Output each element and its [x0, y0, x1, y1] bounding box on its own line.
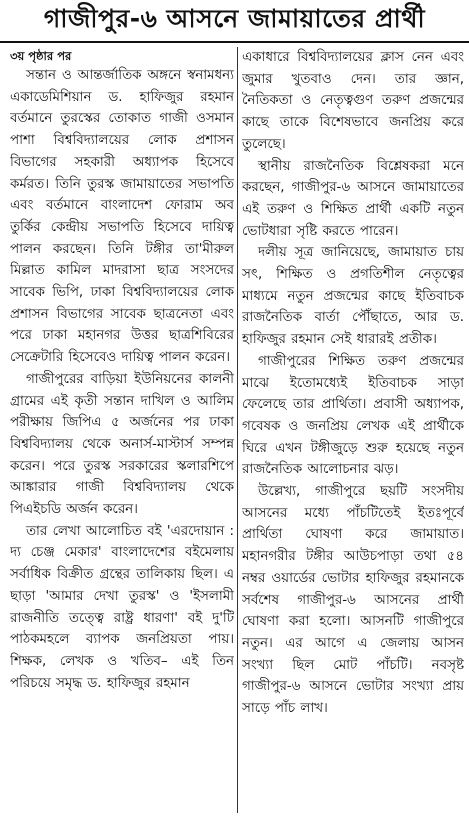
- paragraph: স্থানীয় রাজনৈতিক বিশ্লেষকরা মনে করছেন, গাজীপুর-৬ আসনে জামায়াতের এই তরুণ ও শিক্ষিত প্রার্থী একটি নতুন ভোটধারা সৃষ্টি করতে পারেন।: [242, 158, 464, 239]
- column-divider: [237, 47, 238, 813]
- article-column-left: [10, 47, 234, 815]
- article-column-right: [242, 47, 464, 815]
- paragraph: সন্তান ও আন্তর্জাতিক অঙ্গনে স্বনামধন্য একাডেমিশিয়ান ড. হাফিজুর রহমান বর্তমানে তুরস্কের তোকাত গাজী ওসমান পাশা বিশ্ববিদ্যালয়ের লোক প্রশাসন বিভাগের সহকারী অধ্যাপক হিসেবে কর্মরত। তিনি তুরস্ক জামায়াতের সভাপতি এবং বর্তমানে বাংলাদেশ ফোরাম অব তুর্কির কেন্দ্রীয় সভাপতি হিসেবে দায়িত্ব পালন করছেন। তিনি টঙ্গীর তা'মীরুল মিল্লাত কামিল মাদরাসা ছাত্র সংসদের সাবেক ভিপি, ঢাকা বিশ্ববিদ্যালয়ের লোক প্রশাসন বিভাগের সাবেক ছাত্রনেতা এবং পরে ঢাকা মহানগর উত্তর ছাত্রশিবিরের সেক্রেটারি হিসেবেও দায়িত্ব পালন করেন।: [10, 68, 234, 366]
- headline-rule: [0, 41, 469, 43]
- headline: গাজীপুর-৬ আসনে জামায়াতের প্রার্থী: [43, 4, 426, 33]
- continued-from-label: ৩য় পৃষ্ঠার পর: [10, 49, 72, 63]
- paragraph: দলীয় সূত্র জানিয়েছে, জামায়াত চায় সৎ, শিক্ষিত ও প্রগতিশীল নেতৃত্বের মাধ্যমে নতুন প্রজন্মের কাছে ইতিবাচক রাজনৈতিক বার্তা পৌঁছাতে, আর ড. হাফিজুর রহমান সেই ধারারই প্রতীক।: [242, 245, 464, 348]
- paragraph: তার লেখা আলোচিত বই 'এরদোয়ান : দ্য চেঞ্জ মেকার' বাংলাদেশের বইমেলায় সর্বাধিক বিক্রীত গ্রন্থের তালিকায় ছিল। এ ছাড়া 'আমার দেখা তুরস্ক' ও 'ইসলামী রাজনীতি তত্ত্বে রাষ্ট্র ধারণা' বই দু'টি পাঠকমহলে ব্যাপক জনপ্রিয়তা পায়। শিক্ষক, লেখক ও খতিব– এই তিন পরিচয়ে সমৃদ্ধ ড. হাফিজুর রহমান: [10, 523, 234, 691]
- paragraph: গাজীপুরের শিক্ষিত তরুণ প্রজন্মের মাঝে ইতোমধ্যেই ইতিবাচক সাড়া ফেলেছে তার প্রার্থিতা। প্রবাসী অধ্যাপক, গবেষক ও জনপ্রিয় লেখক এই প্রার্থীকে ঘিরে এখন টঙ্গীজুড়ে শুরু হয়েছে নতুন রাজনৈতিক আলোচনার ঝড়।: [242, 353, 464, 478]
- paragraph: একাধারে বিশ্ববিদ্যালয়ের ক্লাস নেন এবং জুমার খুতবাও দেন। তার জ্ঞান, নৈতিকতা ও নেতৃত্বগুণ তরুণ প্রজন্মের কাছে তাকে বিশেষভাবে জনপ্রিয় করে তুলেছে।: [242, 50, 464, 152]
- paragraph: গাজীপুরের বাড়িয়া ইউনিয়নের কালনী গ্রামের এই কৃতী সন্তান দাখিল ও আলিম পরীক্ষায় জিপিএ ৫ অর্জনের পর ঢাকা বিশ্ববিদ্যালয় থেকে অনার্স-মাস্টার্স সম্পন্ন করেন। পরে তুরস্ক সরকারের স্কলারশিপে আঙ্কারার গাজী বিশ্ববিদ্যালয় থেকে পিএইচডি অর্জন করেন।: [10, 371, 234, 518]
- paragraph: উল্লেখ্য, গাজীপুরে ছয়টি সংসদীয় আসনের মধ্যে পাঁচটিতেই ইতঃপূর্বে প্রার্থিতা ঘোষণা করে জামায়াত। মহানগরীর টঙ্গীর আউচপাড়া তথা ৫৪ নম্বর ওয়ার্ডের ভোটার হাফিজুর রহমানকে সর্বশেষ গাজীপুর-৬ আসনের প্রার্থী ঘোষণা করা হলো। আসনটি গাজীপুরে নতুন। এর আগে এ জেলায় আসন সংখ্যা ছিল মোট পাঁচটি। নবসৃষ্ট গাজীপুর-৬ আসনে ভোটার সংখ্যা প্রায় সাড়ে পাঁচ লাখ।: [242, 484, 464, 717]
